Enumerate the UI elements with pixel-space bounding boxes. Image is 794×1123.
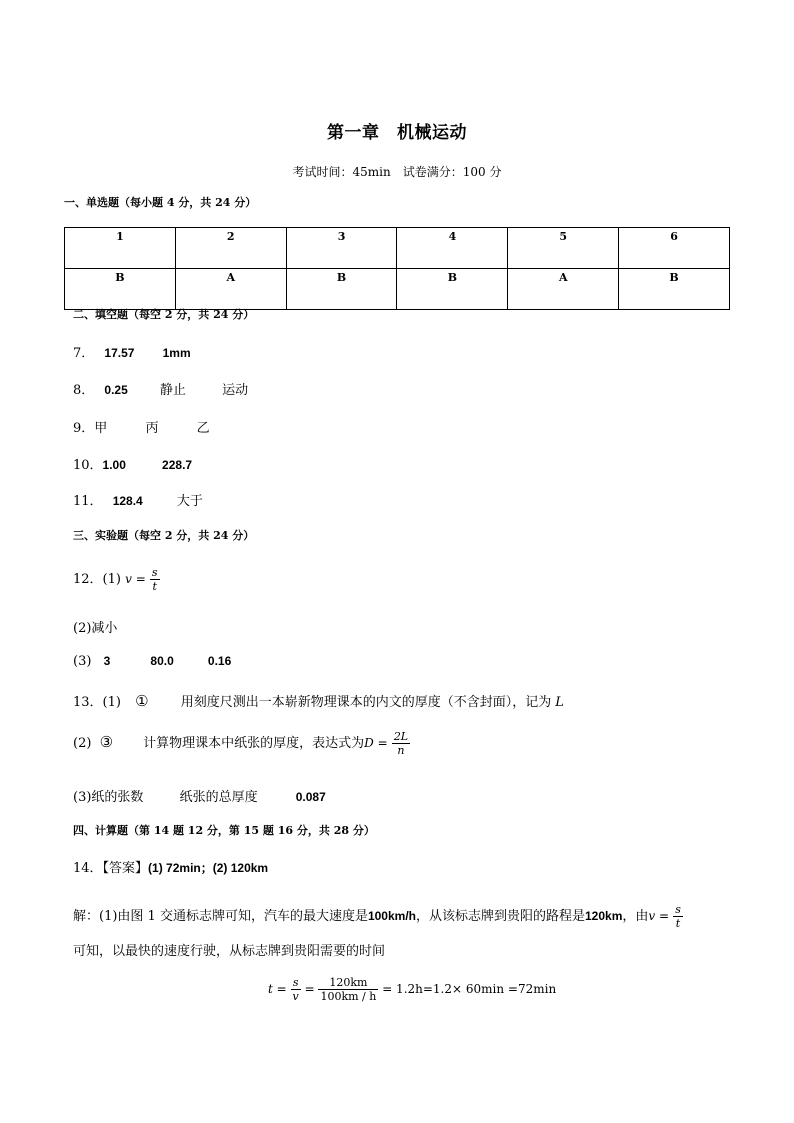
- section-calculation: 四、计算题（第 14 题 12 分，第 15 题 16 分，共 28 分）: [73, 824, 375, 837]
- fraction-numerator: 120km: [318, 976, 378, 990]
- answer-value: 运动: [222, 383, 249, 398]
- question-13-2: [73, 730, 410, 757]
- question-number: (2): [73, 736, 92, 752]
- table-header-cell: 4: [397, 228, 508, 269]
- solution-value: 120km: [585, 909, 623, 924]
- answer-value: 17.57: [104, 346, 135, 360]
- question-number: (3): [73, 790, 92, 805]
- answer-table: [64, 227, 730, 310]
- question-number: 14．【答案】: [73, 861, 149, 876]
- question-number: 7．: [73, 346, 95, 361]
- table-answer-cell: B: [286, 269, 397, 310]
- fraction-denominator: n: [397, 744, 405, 758]
- solution-value: 100km/h: [367, 909, 416, 924]
- fraction-denominator: v: [292, 990, 299, 1004]
- formula-fraction: [392, 730, 410, 757]
- variable: L: [555, 695, 564, 710]
- answer-value: (1) 72min；(2) 120km: [148, 861, 269, 875]
- answer-value: 纸张的总厚度: [179, 790, 258, 805]
- question-12-2: [73, 617, 117, 636]
- fraction-denominator: 100km / h: [320, 990, 377, 1004]
- table-header-cell: 3: [286, 228, 397, 269]
- fraction-numerator: s: [291, 976, 301, 990]
- page-title: 第一章 机械运动: [327, 123, 467, 143]
- answer-value: 减小: [91, 621, 118, 636]
- solution-text: ，从该标志牌到贵阳的路程是: [415, 909, 585, 925]
- table-answer-cell: A: [508, 269, 619, 310]
- table-header-row: [65, 228, 730, 269]
- answer-value: 228.7: [162, 458, 193, 472]
- question-number: 10．: [73, 458, 103, 473]
- fraction-denominator: t: [152, 580, 157, 594]
- answer-value: 纸的张数: [91, 790, 144, 805]
- formula-fraction: [150, 566, 160, 593]
- table-answer-cell: B: [397, 269, 508, 310]
- answer-value: 0.087: [295, 790, 326, 804]
- fraction-numerator: s: [151, 566, 158, 579]
- section-single-choice: 一、单选题（每小题 4 分，共 24 分）: [64, 196, 257, 209]
- fraction-numerator: s: [675, 903, 681, 916]
- question-11: [73, 490, 203, 509]
- formula-lhs: v =: [125, 572, 146, 587]
- solution-line-1: [73, 903, 683, 930]
- question-13-1: [73, 691, 564, 710]
- question-number: (3): [73, 654, 92, 669]
- question-10: [73, 454, 192, 473]
- solution-text: 解：(1)由图 1 交通标志牌可知，汽车的最大速度是: [73, 909, 368, 925]
- answer-text: 用刻度尺测出一本崭新物理课本的内文的厚度（不含封面），记为: [180, 695, 552, 710]
- question-number: 9．: [73, 421, 95, 436]
- fraction-denominator: t: [675, 917, 681, 931]
- table-header-cell: 5: [508, 228, 619, 269]
- answer-value: 静止: [159, 383, 186, 398]
- exam-info: 考试时间：45min 试卷满分：100 分: [292, 165, 502, 179]
- answer-value: 甲: [94, 421, 108, 436]
- question-number: 11．: [73, 494, 103, 509]
- answer-value: 80.0: [150, 654, 174, 668]
- solution-formula: [268, 976, 556, 1003]
- question-number: 13．(1): [73, 695, 121, 710]
- formula-lhs: t =: [268, 982, 287, 997]
- question-9: [73, 417, 210, 436]
- question-12-3: [73, 654, 231, 669]
- question-number: (2): [73, 621, 92, 636]
- question-12-1: [73, 566, 160, 593]
- formula-fraction: [291, 976, 301, 1003]
- question-number: 8．: [73, 383, 95, 398]
- circled-number: ③: [99, 733, 114, 752]
- answer-text: 计算物理课本中纸张的厚度，表达式为: [143, 736, 365, 752]
- formula-fraction: [673, 903, 683, 930]
- table-answer-cell: A: [175, 269, 286, 310]
- fraction-numerator: 2L: [393, 730, 409, 743]
- formula-lhs: D =: [364, 736, 388, 751]
- question-14-answer: [73, 857, 268, 876]
- question-number: 12．(1): [73, 572, 121, 588]
- answer-value: 乙: [196, 421, 210, 436]
- circled-number: ①: [135, 692, 149, 710]
- formula-result: = 1.2h=1.2× 60min =72min: [382, 982, 557, 997]
- equals-sign: =: [304, 982, 315, 997]
- question-8: [73, 379, 248, 398]
- table-header-cell: 6: [619, 228, 730, 269]
- table-answer-row: [65, 269, 730, 310]
- answer-value: 0.16: [207, 654, 232, 668]
- answer-value: 0.25: [104, 383, 128, 397]
- formula-fraction: [318, 976, 378, 1003]
- section-experiment: 三、实验题（每空 2 分，共 24 分）: [73, 529, 255, 542]
- formula-lhs: v =: [648, 909, 670, 924]
- section-fill-blank: 二、填空题（每空 2 分，共 24 分）: [73, 308, 255, 321]
- table-header-cell: 1: [65, 228, 176, 269]
- table-answer-cell: B: [65, 269, 176, 310]
- question-7: [73, 342, 191, 361]
- solution-line-2: 可知，以最快的速度行驶，从标志牌到贵阳需要的时间: [73, 944, 386, 959]
- table-header-cell: 2: [175, 228, 286, 269]
- table-answer-cell: B: [619, 269, 730, 310]
- answer-value: 1mm: [162, 346, 191, 360]
- answer-value: 1.00: [102, 458, 126, 472]
- question-13-3: [73, 786, 326, 805]
- answer-value: 大于: [176, 494, 203, 509]
- answer-value: 128.4: [112, 494, 143, 508]
- solution-text: ，由: [622, 909, 649, 925]
- answer-value: 丙: [145, 421, 159, 436]
- answer-value: 3: [103, 654, 111, 668]
